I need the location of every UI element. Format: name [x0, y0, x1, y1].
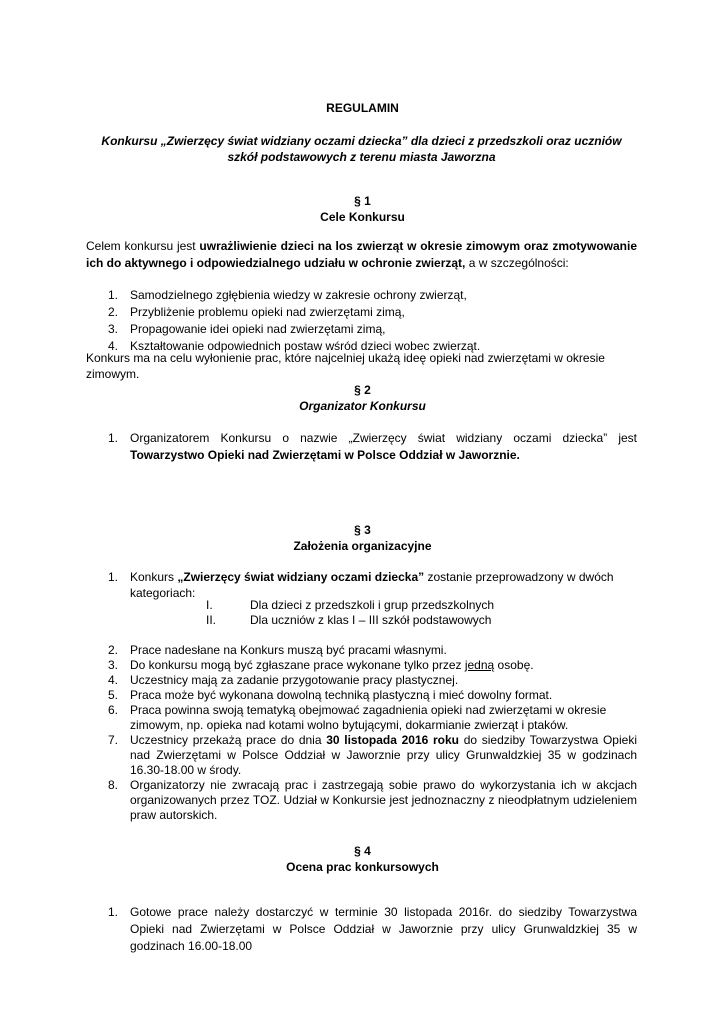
list-text: Samodzielnego zgłębienia wiedzy w zakresie ochrony zwierząt, [130, 288, 467, 302]
list-text: osobę. [494, 658, 534, 672]
list-text: Kształtowanie odpowiednich postaw wśród dzieci wobec zwierząt. [130, 339, 481, 353]
list-item [108, 430, 637, 464]
list-text: Konkurs [130, 570, 178, 584]
section-2-list [108, 430, 637, 464]
section-4-number: § 4 [354, 844, 371, 858]
list-item [108, 778, 637, 823]
list-item [108, 658, 637, 673]
list-text: Uczestnicy przekażą prace do dnia [130, 733, 327, 747]
section-1-intro [86, 238, 637, 272]
list-item [108, 304, 628, 321]
document-subtitle: Konkursu „Zwierzęcy świat widziany oczami dziecka” dla dzieci z przedszkoli oraz uczniów szkół podstawowych z terenu miasta Jaworzna [101, 134, 622, 164]
list-number: 4. [108, 339, 119, 353]
section-2-heading: Organizator Konkursu [299, 399, 426, 413]
category-text: Dla uczniów z klas I – III szkół podstawowych [250, 613, 492, 627]
list-text: Uczestnicy mają za zadanie przygotowanie pracy plastycznej. [130, 673, 459, 687]
section-1-goal: Konkurs ma na celu wyłonienie prac, które najcelniej ukażą ideę opieki nad zwierzętami w okresie zimowym. [86, 351, 605, 381]
category-number: II. [206, 613, 217, 627]
list-text: Prace nadesłane na Konkurs muszą być pracami własnymi. [130, 643, 447, 657]
list-item [108, 733, 637, 778]
section-4-list [108, 904, 637, 955]
organizer-name: Towarzystwo Opieki nad Zwierzętami w Polsce Oddział w Jaworznie. [130, 448, 520, 462]
section-3-list [108, 643, 637, 823]
list-text: Organizatorzy nie zwracają prac i zastrzegają sobie prawo do wykorzystania ich w akcjach organizowanych przez TOZ. Udział w Konkursie jest jednoznaczny z nieodpłatnym udzieleniem praw autorskich. [130, 778, 637, 822]
intro-bold-text: uwrażliwienie dzieci na los zwierząt w okresie zimowym oraz zmotywowanie ich do aktywnego i odpowiedzialnego udziału w ochronie zwierząt, [86, 239, 637, 270]
list-number: 1. [108, 431, 119, 445]
list-number: 1. [108, 570, 119, 584]
list-number: 7. [108, 733, 119, 747]
list-item [108, 904, 637, 955]
section-1-heading: Cele Konkursu [320, 210, 405, 224]
list-text: Praca może być wykonana dowolną techniką plastyczną i mieć dowolny format. [130, 688, 553, 702]
section-1-number: § 1 [354, 194, 371, 208]
section-3-list-start [108, 569, 648, 601]
list-text: Do konkursu mogą być zgłaszane prace wykonane tylko przez [130, 658, 465, 672]
list-number: 6. [108, 703, 119, 717]
list-number: 1. [108, 905, 119, 919]
contest-name: „Zwierzęcy świat widziany oczami dziecka” [177, 570, 425, 584]
section-3-number: § 3 [354, 523, 371, 537]
list-item [108, 703, 637, 733]
list-text: zostanie przeprowadzony w dwóch kategoriach: [130, 570, 614, 600]
document-title: REGULAMIN [326, 101, 399, 115]
category-text: Dla dzieci z przedszkoli i grup przedszkolnych [250, 598, 495, 612]
categories-list [206, 598, 526, 628]
list-item [108, 643, 637, 658]
list-text: Gotowe prace należy dostarczyć w terminie 30 listopada 2016r. do siedziby Towarzystwa Opieki nad Zwierzętami w Polsce Oddział w Jaworznie przy ulicy Grunwaldzkiej 35 w godzinach 16.00-18.00 [130, 905, 637, 953]
list-number: 4. [108, 673, 119, 687]
intro-tail-text: a w szczególności: [465, 256, 569, 270]
category-item [206, 613, 526, 628]
list-text: Organizatorem Konkursu o nazwie „Zwierzęcy świat widziany oczami dziecka” jest [130, 431, 637, 445]
list-item [108, 688, 637, 703]
list-item [108, 287, 628, 304]
section-1-goals-list [108, 287, 628, 355]
section-3-heading: Założenia organizacyjne [293, 539, 432, 553]
list-number: 5. [108, 688, 119, 702]
category-number: I. [206, 598, 213, 612]
list-text: Propagowanie idei opieki nad zwierzętami zimą, [130, 322, 386, 336]
deadline-date: 30 listopada 2016 roku [326, 733, 460, 747]
list-number: 2. [108, 643, 119, 657]
intro-text: Celem konkursu jest [86, 239, 200, 253]
category-item [206, 598, 526, 613]
list-number: 2. [108, 305, 119, 319]
list-number: 3. [108, 322, 119, 336]
list-text: do siedziby Towarzystwa Opieki nad Zwierzętami w Polsce Oddział w Jaworznie przy ulicy Grunwaldzkiej 35 w godzinach 16.30-18.00 w środy. [130, 733, 637, 777]
list-text: Praca powinna swoją tematyką obejmować zagadnienia opieki nad zwierzętami w okresie zimowym, np. opieka nad kotami wolno bytującymi, dokarmianie zwierząt i ptaków. [130, 703, 607, 732]
section-4-heading: Ocena prac konkursowych [286, 860, 439, 874]
section-2-number: § 2 [354, 383, 371, 397]
list-item [108, 321, 628, 338]
list-number: 3. [108, 658, 119, 672]
list-number: 1. [108, 288, 119, 302]
list-item [108, 673, 637, 688]
list-number: 8. [108, 778, 119, 792]
list-item [108, 569, 648, 601]
underlined-word: jedną [464, 658, 495, 672]
list-text: Przybliżenie problemu opieki nad zwierzętami zimą, [130, 305, 405, 319]
